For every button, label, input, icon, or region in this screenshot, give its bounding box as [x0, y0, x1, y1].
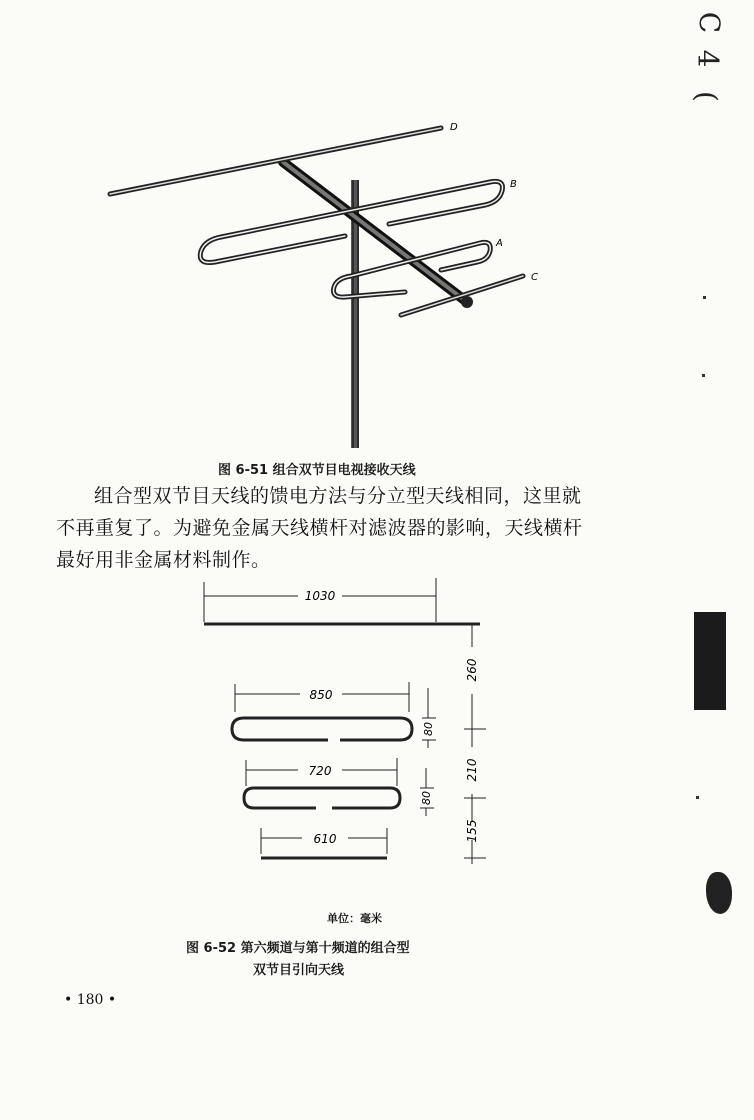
paragraph [56, 480, 646, 576]
dim-850: 850 [309, 688, 333, 702]
dim-80-upper: 80 [422, 722, 435, 736]
dimension-drawing [190, 572, 500, 872]
margin-speck [696, 796, 699, 799]
margin-mark-4: 4 [691, 49, 725, 68]
dim-1030: 1030 [304, 589, 336, 603]
margin-dark-block [694, 612, 726, 710]
margin-mark-c: C [693, 11, 727, 34]
paragraph-line-3: 最好用非金属材料制作。 [56, 549, 271, 571]
margin-mark-paren: ( [689, 91, 723, 102]
antenna-illustration [95, 110, 565, 455]
paragraph-line-2: 不再重复了。为避免金属天线横杆对滤波器的影响，天线横杆 [56, 517, 583, 539]
paragraph-line-1: 组合型双节目天线的馈电方法与分立型天线相同，这里就 [94, 485, 582, 507]
margin-speck [703, 296, 706, 299]
dim-80-lower: 80 [420, 791, 433, 805]
figure-caption-6-51: 图 6-51 组合双节目电视接收天线 [218, 463, 416, 478]
margin-speck [702, 374, 705, 377]
label-a: A [496, 238, 503, 249]
unit-note: 单位：毫米 [327, 912, 382, 925]
page-number: • 180 • [64, 992, 117, 1008]
dim-210: 210 [465, 758, 479, 782]
label-c: C [531, 272, 538, 283]
dim-155: 155 [465, 819, 479, 843]
dim-260: 260 [465, 658, 479, 682]
label-b: B [510, 179, 517, 190]
dim-610: 610 [313, 832, 337, 846]
margin-smudge [706, 872, 732, 914]
figure-caption-6-52-line1: 图 6-52 第六频道与第十频道的组合型 [186, 941, 410, 956]
label-d: D [450, 122, 458, 133]
figure-caption-6-52-line2: 双节目引向天线 [253, 963, 345, 978]
dim-720: 720 [308, 764, 332, 778]
